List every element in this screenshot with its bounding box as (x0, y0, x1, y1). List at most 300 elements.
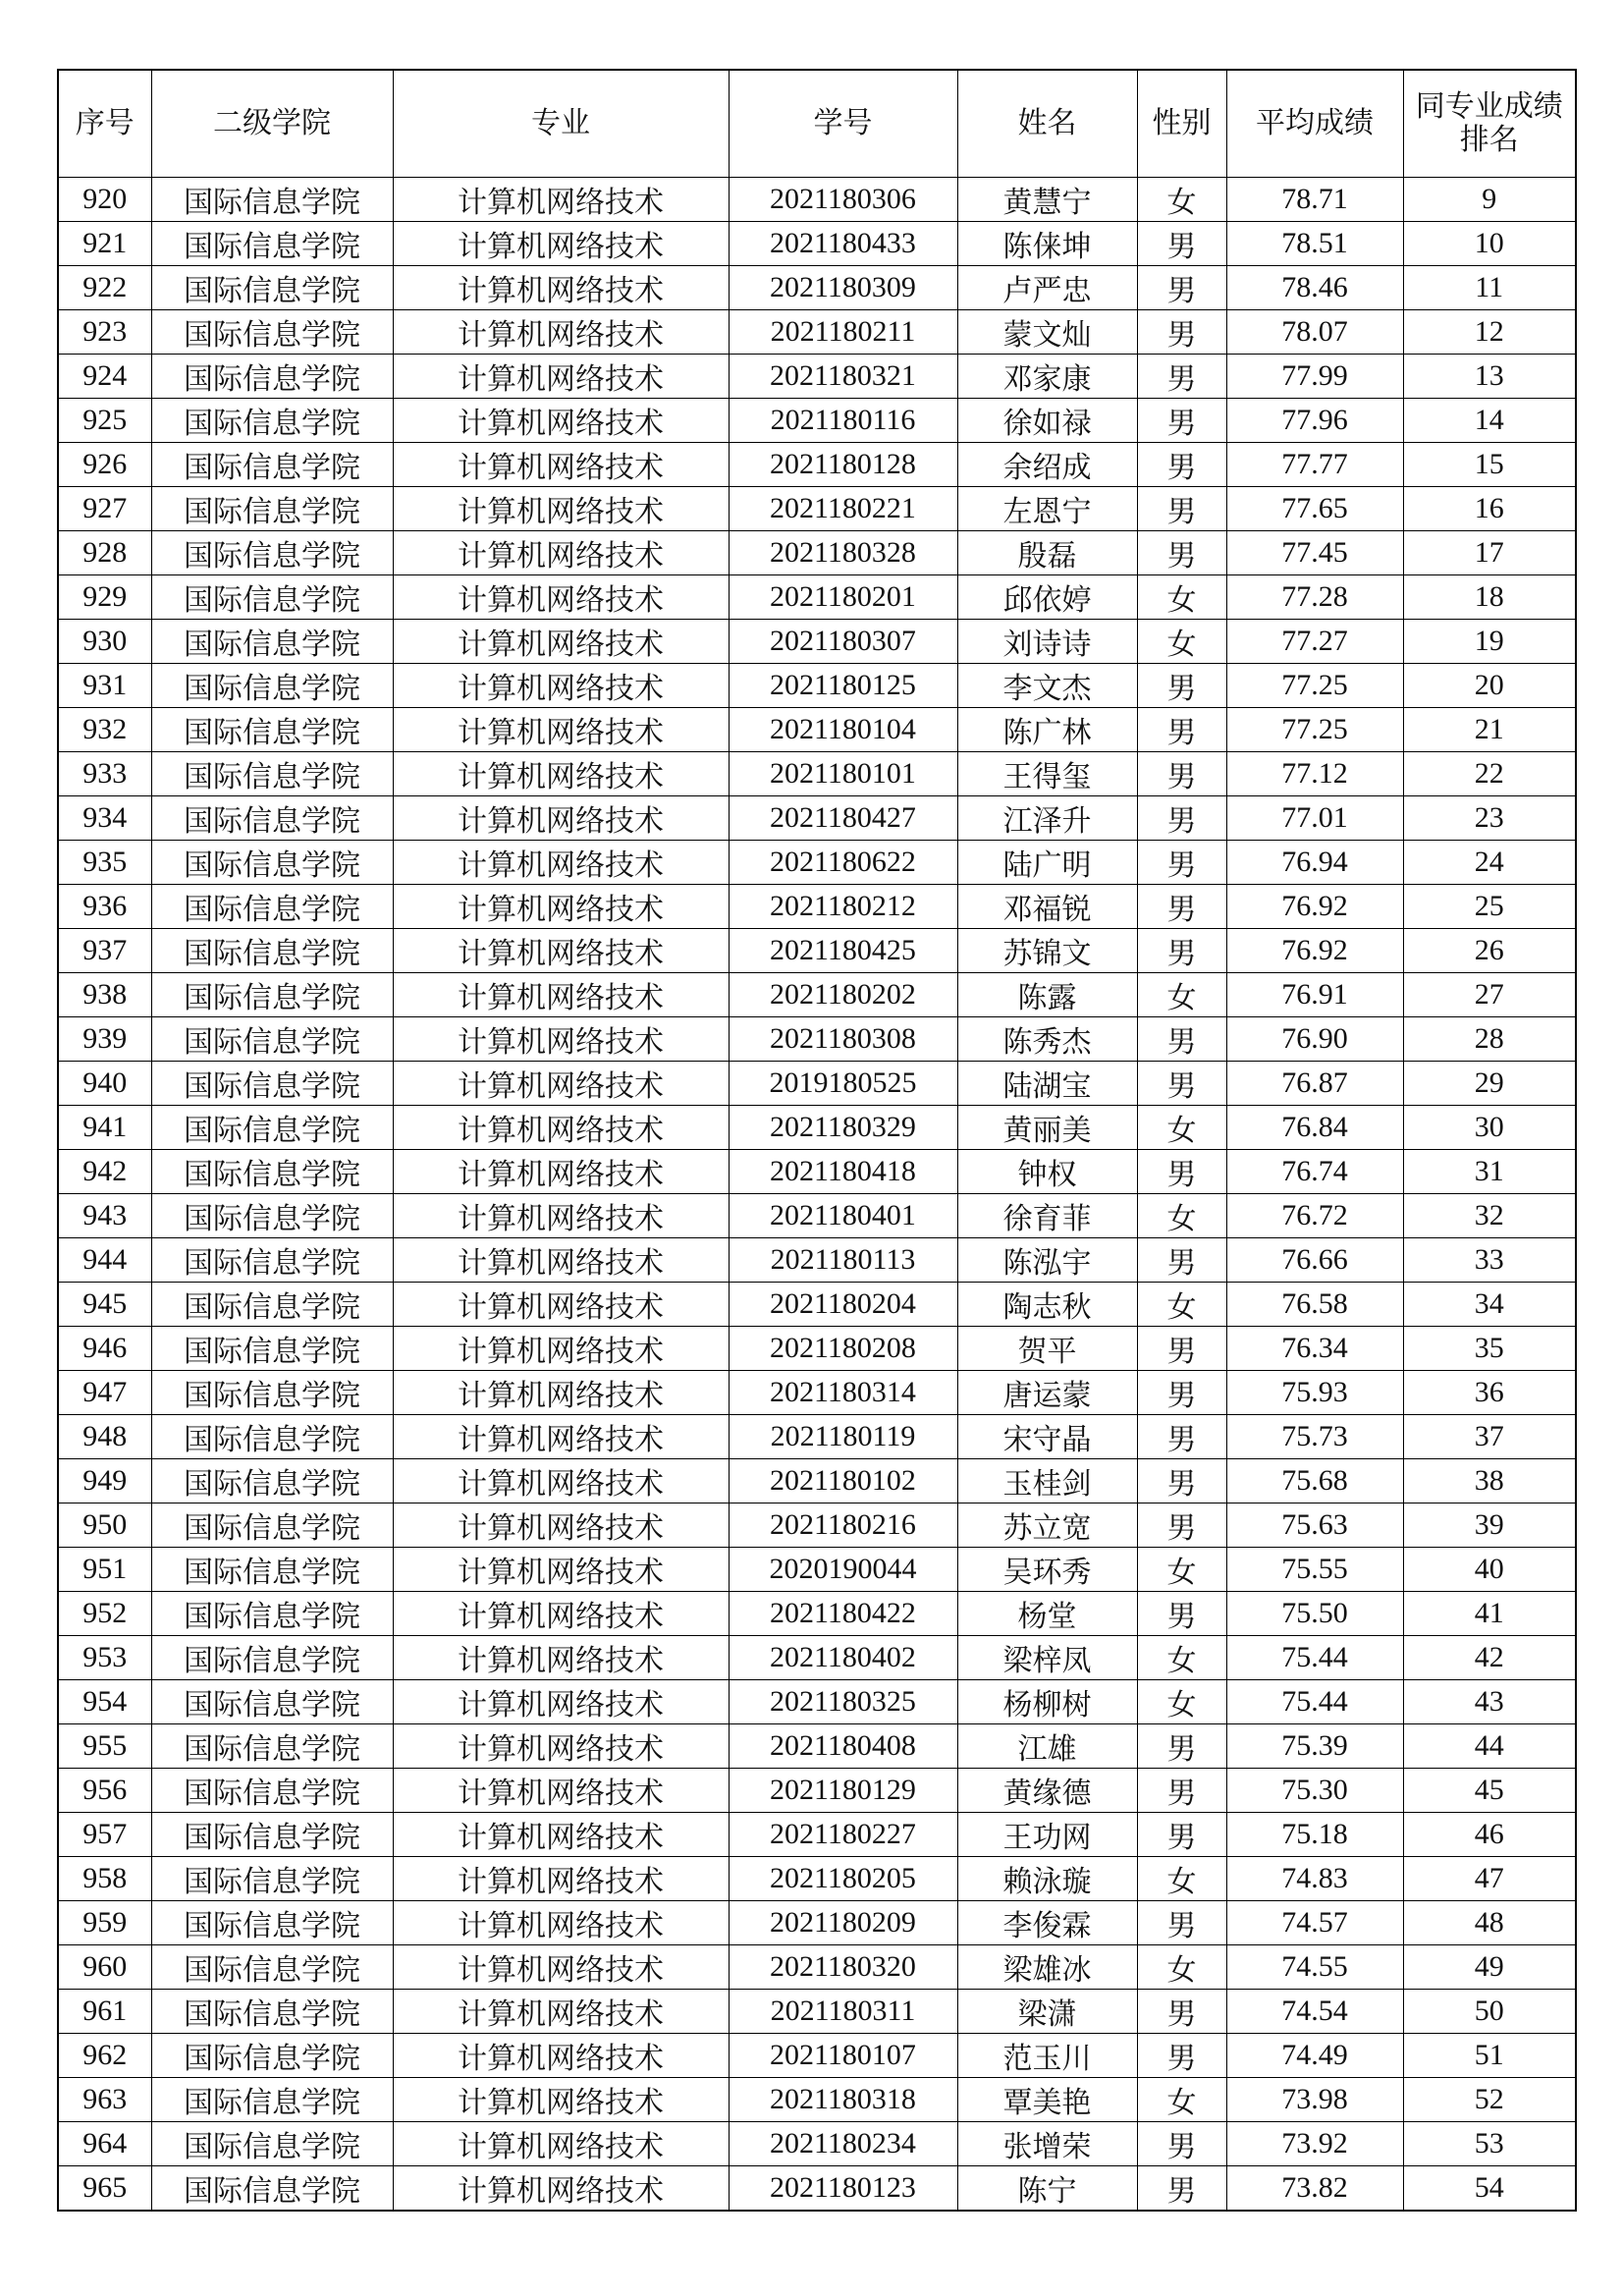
table-row (58, 355, 1576, 399)
cell-gender: 男 (1137, 1459, 1226, 1503)
cell-major: 计算机网络技术 (393, 310, 729, 355)
cell-rank: 15 (1403, 443, 1576, 487)
cell-index: 945 (58, 1283, 151, 1327)
cell-average-score: 77.25 (1226, 708, 1403, 752)
cell-rank: 43 (1403, 1680, 1576, 1724)
cell-rank: 24 (1403, 841, 1576, 885)
cell-name: 左恩宁 (957, 487, 1137, 531)
cell-name: 钟权 (957, 1150, 1137, 1194)
cell-name: 蒙文灿 (957, 310, 1137, 355)
cell-average-score: 75.18 (1226, 1813, 1403, 1857)
cell-rank: 20 (1403, 664, 1576, 708)
cell-index: 920 (58, 178, 151, 222)
cell-gender: 女 (1137, 1106, 1226, 1150)
cell-average-score: 78.51 (1226, 222, 1403, 266)
cell-average-score: 73.82 (1226, 2166, 1403, 2212)
table-row (58, 708, 1576, 752)
cell-student-id: 2020190044 (729, 1548, 957, 1592)
cell-name: 王功网 (957, 1813, 1137, 1857)
cell-college: 国际信息学院 (151, 1150, 393, 1194)
cell-average-score: 74.83 (1226, 1857, 1403, 1901)
cell-average-score: 76.94 (1226, 841, 1403, 885)
cell-rank: 47 (1403, 1857, 1576, 1901)
cell-student-id: 2021180107 (729, 2034, 957, 2078)
header-name: 姓名 (957, 70, 1137, 178)
cell-name: 余绍成 (957, 443, 1137, 487)
table-row (58, 2166, 1576, 2212)
cell-gender: 女 (1137, 1945, 1226, 1990)
cell-name: 陈泓宇 (957, 1238, 1137, 1283)
cell-student-id: 2021180208 (729, 1327, 957, 1371)
table-row (58, 1415, 1576, 1459)
cell-major: 计算机网络技术 (393, 1548, 729, 1592)
cell-major: 计算机网络技术 (393, 222, 729, 266)
cell-major: 计算机网络技术 (393, 575, 729, 620)
cell-college: 国际信息学院 (151, 1194, 393, 1238)
grade-ranking-table (57, 69, 1577, 2212)
cell-index: 943 (58, 1194, 151, 1238)
cell-gender: 男 (1137, 841, 1226, 885)
cell-student-id: 2019180525 (729, 1062, 957, 1106)
cell-student-id: 2021180116 (729, 399, 957, 443)
cell-major: 计算机网络技术 (393, 929, 729, 973)
cell-rank: 54 (1403, 2166, 1576, 2212)
cell-index: 954 (58, 1680, 151, 1724)
cell-average-score: 75.68 (1226, 1459, 1403, 1503)
cell-average-score: 76.87 (1226, 1062, 1403, 1106)
cell-index: 927 (58, 487, 151, 531)
cell-name: 苏锦文 (957, 929, 1137, 973)
cell-name: 苏立宽 (957, 1503, 1137, 1548)
table-row (58, 1106, 1576, 1150)
cell-gender: 男 (1137, 1503, 1226, 1548)
table-row (58, 841, 1576, 885)
cell-index: 955 (58, 1724, 151, 1769)
cell-rank: 30 (1403, 1106, 1576, 1150)
cell-rank: 38 (1403, 1459, 1576, 1503)
cell-student-id: 2021180311 (729, 1990, 957, 2034)
cell-name: 张增荣 (957, 2122, 1137, 2166)
header-row (58, 70, 1576, 178)
cell-name: 陆广明 (957, 841, 1137, 885)
cell-gender: 男 (1137, 1238, 1226, 1283)
cell-index: 957 (58, 1813, 151, 1857)
table-row (58, 1945, 1576, 1990)
cell-student-id: 2021180622 (729, 841, 957, 885)
cell-major: 计算机网络技术 (393, 1636, 729, 1680)
cell-index: 958 (58, 1857, 151, 1901)
cell-college: 国际信息学院 (151, 1238, 393, 1283)
cell-major: 计算机网络技术 (393, 708, 729, 752)
cell-rank: 37 (1403, 1415, 1576, 1459)
cell-index: 931 (58, 664, 151, 708)
table-row (58, 2078, 1576, 2122)
table-row (58, 1062, 1576, 1106)
cell-gender: 女 (1137, 973, 1226, 1017)
cell-gender: 男 (1137, 310, 1226, 355)
cell-index: 939 (58, 1017, 151, 1062)
cell-gender: 男 (1137, 2122, 1226, 2166)
cell-index: 936 (58, 885, 151, 929)
cell-major: 计算机网络技术 (393, 1680, 729, 1724)
cell-rank: 48 (1403, 1901, 1576, 1945)
cell-average-score: 75.93 (1226, 1371, 1403, 1415)
cell-average-score: 78.71 (1226, 178, 1403, 222)
cell-college: 国际信息学院 (151, 1371, 393, 1415)
cell-major: 计算机网络技术 (393, 664, 729, 708)
cell-average-score: 76.92 (1226, 929, 1403, 973)
cell-gender: 女 (1137, 2078, 1226, 2122)
cell-college: 国际信息学院 (151, 796, 393, 841)
cell-gender: 男 (1137, 2034, 1226, 2078)
cell-college: 国际信息学院 (151, 355, 393, 399)
cell-name: 王得玺 (957, 752, 1137, 796)
cell-gender: 男 (1137, 443, 1226, 487)
cell-student-id: 2021180306 (729, 178, 957, 222)
cell-major: 计算机网络技术 (393, 1371, 729, 1415)
cell-college: 国际信息学院 (151, 443, 393, 487)
cell-average-score: 75.73 (1226, 1415, 1403, 1459)
table-row (58, 1857, 1576, 1901)
cell-student-id: 2021180320 (729, 1945, 957, 1990)
cell-name: 梁潇 (957, 1990, 1137, 2034)
cell-index: 961 (58, 1990, 151, 2034)
cell-name: 赖泳璇 (957, 1857, 1137, 1901)
cell-gender: 男 (1137, 1062, 1226, 1106)
table-row (58, 1990, 1576, 2034)
cell-student-id: 2021180321 (729, 355, 957, 399)
cell-average-score: 76.92 (1226, 885, 1403, 929)
cell-college: 国际信息学院 (151, 1769, 393, 1813)
cell-student-id: 2021180314 (729, 1371, 957, 1415)
cell-gender: 男 (1137, 1901, 1226, 1945)
table-row (58, 1592, 1576, 1636)
cell-major: 计算机网络技术 (393, 796, 729, 841)
table-row (58, 796, 1576, 841)
cell-student-id: 2021180422 (729, 1592, 957, 1636)
table-row (58, 1017, 1576, 1062)
cell-name: 黄慧宁 (957, 178, 1137, 222)
cell-index: 934 (58, 796, 151, 841)
cell-rank: 25 (1403, 885, 1576, 929)
cell-index: 941 (58, 1106, 151, 1150)
cell-student-id: 2021180209 (729, 1901, 957, 1945)
cell-rank: 11 (1403, 266, 1576, 310)
cell-name: 梁梓凤 (957, 1636, 1137, 1680)
table-row (58, 929, 1576, 973)
table-row (58, 664, 1576, 708)
cell-name: 贺平 (957, 1327, 1137, 1371)
cell-index: 929 (58, 575, 151, 620)
cell-college: 国际信息学院 (151, 1857, 393, 1901)
cell-average-score: 76.84 (1226, 1106, 1403, 1150)
cell-gender: 女 (1137, 1636, 1226, 1680)
cell-average-score: 78.07 (1226, 310, 1403, 355)
cell-college: 国际信息学院 (151, 1636, 393, 1680)
cell-name: 陈俫坤 (957, 222, 1137, 266)
cell-major: 计算机网络技术 (393, 752, 729, 796)
cell-index: 930 (58, 620, 151, 664)
cell-rank: 31 (1403, 1150, 1576, 1194)
cell-name: 徐如禄 (957, 399, 1137, 443)
cell-name: 玉桂剑 (957, 1459, 1137, 1503)
cell-major: 计算机网络技术 (393, 1592, 729, 1636)
cell-name: 邓福锐 (957, 885, 1137, 929)
cell-index: 956 (58, 1769, 151, 1813)
cell-gender: 男 (1137, 355, 1226, 399)
cell-average-score: 77.96 (1226, 399, 1403, 443)
cell-index: 922 (58, 266, 151, 310)
cell-name: 黄缘德 (957, 1769, 1137, 1813)
cell-gender: 女 (1137, 1194, 1226, 1238)
cell-college: 国际信息学院 (151, 620, 393, 664)
cell-major: 计算机网络技术 (393, 885, 729, 929)
cell-average-score: 77.27 (1226, 620, 1403, 664)
cell-rank: 29 (1403, 1062, 1576, 1106)
cell-major: 计算机网络技术 (393, 2034, 729, 2078)
cell-name: 李文杰 (957, 664, 1137, 708)
cell-student-id: 2021180425 (729, 929, 957, 973)
cell-rank: 53 (1403, 2122, 1576, 2166)
cell-major: 计算机网络技术 (393, 266, 729, 310)
cell-average-score: 75.44 (1226, 1680, 1403, 1724)
cell-rank: 46 (1403, 1813, 1576, 1857)
cell-college: 国际信息学院 (151, 1503, 393, 1548)
cell-rank: 26 (1403, 929, 1576, 973)
cell-college: 国际信息学院 (151, 575, 393, 620)
cell-college: 国际信息学院 (151, 1106, 393, 1150)
cell-college: 国际信息学院 (151, 310, 393, 355)
cell-college: 国际信息学院 (151, 708, 393, 752)
cell-rank: 21 (1403, 708, 1576, 752)
cell-major: 计算机网络技术 (393, 1901, 729, 1945)
table-row (58, 1548, 1576, 1592)
cell-gender: 男 (1137, 708, 1226, 752)
cell-index: 946 (58, 1327, 151, 1371)
cell-name: 陆湖宝 (957, 1062, 1137, 1106)
cell-college: 国际信息学院 (151, 2122, 393, 2166)
cell-college: 国际信息学院 (151, 1062, 393, 1106)
table-header (58, 70, 1576, 178)
cell-average-score: 74.57 (1226, 1901, 1403, 1945)
cell-average-score: 73.98 (1226, 2078, 1403, 2122)
cell-average-score: 75.63 (1226, 1503, 1403, 1548)
cell-index: 926 (58, 443, 151, 487)
cell-student-id: 2021180125 (729, 664, 957, 708)
cell-index: 924 (58, 355, 151, 399)
cell-average-score: 75.30 (1226, 1769, 1403, 1813)
cell-student-id: 2021180221 (729, 487, 957, 531)
cell-gender: 男 (1137, 1724, 1226, 1769)
cell-major: 计算机网络技术 (393, 1724, 729, 1769)
cell-gender: 男 (1137, 796, 1226, 841)
cell-student-id: 2021180433 (729, 222, 957, 266)
cell-average-score: 74.54 (1226, 1990, 1403, 2034)
table-row (58, 266, 1576, 310)
cell-rank: 22 (1403, 752, 1576, 796)
cell-index: 951 (58, 1548, 151, 1592)
cell-major: 计算机网络技术 (393, 1459, 729, 1503)
cell-college: 国际信息学院 (151, 885, 393, 929)
table-row (58, 1680, 1576, 1724)
cell-average-score: 75.55 (1226, 1548, 1403, 1592)
cell-college: 国际信息学院 (151, 222, 393, 266)
cell-student-id: 2021180427 (729, 796, 957, 841)
cell-average-score: 77.77 (1226, 443, 1403, 487)
cell-name: 邱依婷 (957, 575, 1137, 620)
cell-college: 国际信息学院 (151, 1724, 393, 1769)
cell-rank: 39 (1403, 1503, 1576, 1548)
cell-index: 952 (58, 1592, 151, 1636)
cell-name: 范玉川 (957, 2034, 1137, 2078)
cell-index: 964 (58, 2122, 151, 2166)
cell-gender: 男 (1137, 885, 1226, 929)
header-college: 二级学院 (151, 70, 393, 178)
cell-student-id: 2021180202 (729, 973, 957, 1017)
cell-name: 吴环秀 (957, 1548, 1137, 1592)
cell-college: 国际信息学院 (151, 1283, 393, 1327)
cell-major: 计算机网络技术 (393, 2166, 729, 2212)
cell-gender: 男 (1137, 1769, 1226, 1813)
table-row (58, 575, 1576, 620)
table-row (58, 620, 1576, 664)
cell-average-score: 78.46 (1226, 266, 1403, 310)
cell-student-id: 2021180402 (729, 1636, 957, 1680)
cell-gender: 男 (1137, 531, 1226, 575)
cell-college: 国际信息学院 (151, 266, 393, 310)
cell-student-id: 2021180123 (729, 2166, 957, 2212)
cell-college: 国际信息学院 (151, 1459, 393, 1503)
cell-college: 国际信息学院 (151, 752, 393, 796)
cell-name: 卢严忠 (957, 266, 1137, 310)
table-row (58, 885, 1576, 929)
cell-name: 李俊霖 (957, 1901, 1137, 1945)
cell-gender: 男 (1137, 1327, 1226, 1371)
cell-major: 计算机网络技术 (393, 1990, 729, 2034)
cell-college: 国际信息学院 (151, 1945, 393, 1990)
cell-major: 计算机网络技术 (393, 1769, 729, 1813)
cell-gender: 男 (1137, 222, 1226, 266)
cell-name: 徐育菲 (957, 1194, 1137, 1238)
cell-average-score: 77.12 (1226, 752, 1403, 796)
table-row (58, 1769, 1576, 1813)
cell-rank: 42 (1403, 1636, 1576, 1680)
table-row (58, 1724, 1576, 1769)
cell-student-id: 2021180211 (729, 310, 957, 355)
table-row (58, 1327, 1576, 1371)
cell-major: 计算机网络技术 (393, 1503, 729, 1548)
cell-index: 935 (58, 841, 151, 885)
cell-average-score: 77.28 (1226, 575, 1403, 620)
cell-average-score: 77.25 (1226, 664, 1403, 708)
cell-index: 963 (58, 2078, 151, 2122)
cell-name: 陶志秋 (957, 1283, 1137, 1327)
cell-name: 刘诗诗 (957, 620, 1137, 664)
header-index: 序号 (58, 70, 151, 178)
cell-rank: 34 (1403, 1283, 1576, 1327)
cell-gender: 女 (1137, 575, 1226, 620)
cell-gender: 女 (1137, 178, 1226, 222)
table-row (58, 973, 1576, 1017)
header-major: 专业 (393, 70, 729, 178)
cell-name: 邓家康 (957, 355, 1137, 399)
cell-college: 国际信息学院 (151, 1592, 393, 1636)
cell-index: 932 (58, 708, 151, 752)
cell-college: 国际信息学院 (151, 1813, 393, 1857)
cell-rank: 49 (1403, 1945, 1576, 1990)
cell-major: 计算机网络技术 (393, 1945, 729, 1990)
cell-index: 925 (58, 399, 151, 443)
cell-name: 陈宁 (957, 2166, 1137, 2212)
cell-gender: 男 (1137, 929, 1226, 973)
table-row (58, 487, 1576, 531)
cell-index: 942 (58, 1150, 151, 1194)
cell-gender: 男 (1137, 1150, 1226, 1194)
cell-name: 江泽升 (957, 796, 1137, 841)
cell-index: 962 (58, 2034, 151, 2078)
cell-gender: 男 (1137, 399, 1226, 443)
cell-student-id: 2021180307 (729, 620, 957, 664)
cell-name: 黄丽美 (957, 1106, 1137, 1150)
cell-student-id: 2021180325 (729, 1680, 957, 1724)
cell-index: 965 (58, 2166, 151, 2212)
table-row (58, 1283, 1576, 1327)
cell-average-score: 77.99 (1226, 355, 1403, 399)
cell-name: 江雄 (957, 1724, 1137, 1769)
cell-student-id: 2021180418 (729, 1150, 957, 1194)
cell-major: 计算机网络技术 (393, 487, 729, 531)
cell-college: 国际信息学院 (151, 399, 393, 443)
cell-rank: 52 (1403, 2078, 1576, 2122)
cell-average-score: 77.65 (1226, 487, 1403, 531)
cell-gender: 男 (1137, 752, 1226, 796)
table-row (58, 1503, 1576, 1548)
cell-average-score: 76.34 (1226, 1327, 1403, 1371)
cell-student-id: 2021180119 (729, 1415, 957, 1459)
table-row (58, 1636, 1576, 1680)
cell-average-score: 76.90 (1226, 1017, 1403, 1062)
cell-average-score: 76.66 (1226, 1238, 1403, 1283)
cell-rank: 17 (1403, 531, 1576, 575)
cell-student-id: 2021180227 (729, 1813, 957, 1857)
table-row (58, 752, 1576, 796)
cell-college: 国际信息学院 (151, 1017, 393, 1062)
cell-name: 杨堂 (957, 1592, 1137, 1636)
cell-student-id: 2021180212 (729, 885, 957, 929)
cell-rank: 9 (1403, 178, 1576, 222)
cell-rank: 16 (1403, 487, 1576, 531)
cell-name: 宋守晶 (957, 1415, 1137, 1459)
cell-gender: 男 (1137, 1017, 1226, 1062)
cell-college: 国际信息学院 (151, 1990, 393, 2034)
cell-college: 国际信息学院 (151, 1548, 393, 1592)
cell-average-score: 76.74 (1226, 1150, 1403, 1194)
cell-average-score: 75.39 (1226, 1724, 1403, 1769)
cell-student-id: 2021180408 (729, 1724, 957, 1769)
cell-rank: 10 (1403, 222, 1576, 266)
cell-student-id: 2021180204 (729, 1283, 957, 1327)
cell-name: 陈广林 (957, 708, 1137, 752)
cell-rank: 14 (1403, 399, 1576, 443)
cell-major: 计算机网络技术 (393, 1415, 729, 1459)
cell-college: 国际信息学院 (151, 1901, 393, 1945)
cell-average-score: 73.92 (1226, 2122, 1403, 2166)
cell-college: 国际信息学院 (151, 2034, 393, 2078)
cell-average-score: 76.91 (1226, 973, 1403, 1017)
cell-college: 国际信息学院 (151, 1680, 393, 1724)
cell-student-id: 2021180328 (729, 531, 957, 575)
header-student-id: 学号 (729, 70, 957, 178)
